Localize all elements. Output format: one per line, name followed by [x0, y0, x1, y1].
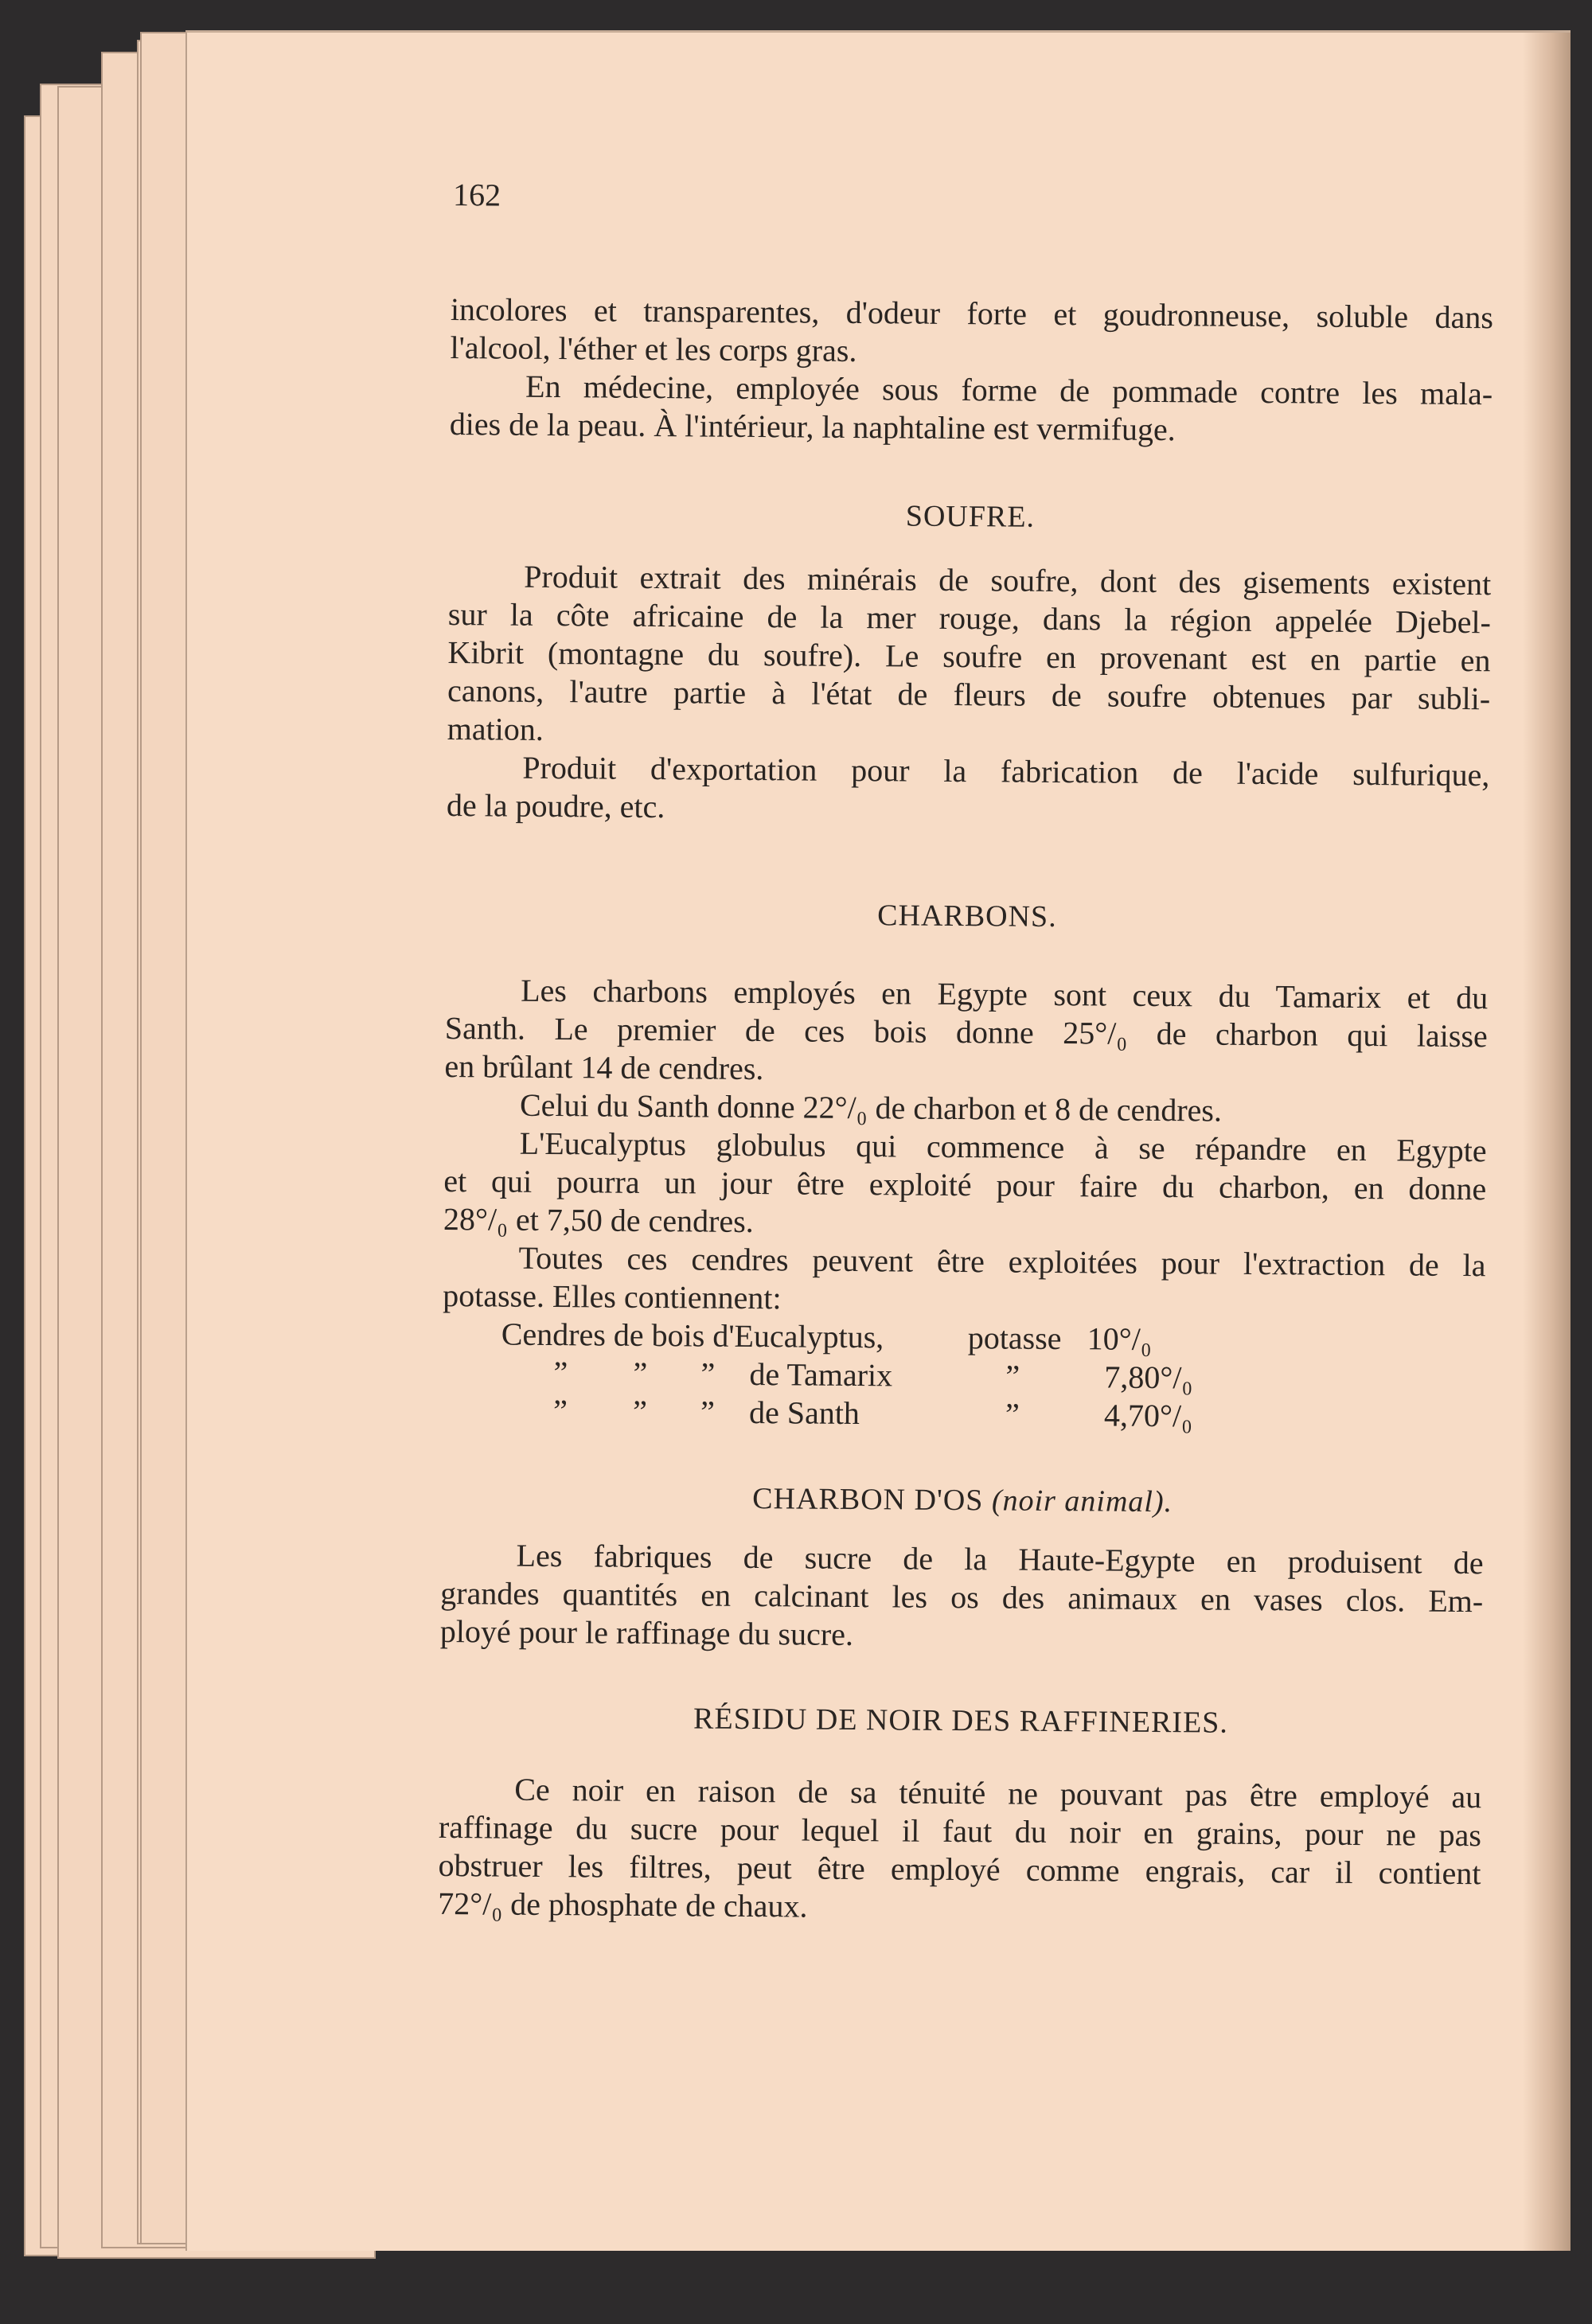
text-line: ployé pour le raffinage du sucre.: [439, 1612, 854, 1653]
table-label: de Tamarix: [749, 1355, 893, 1394]
text-line: incolores et transparentes, d'odeur forte et goudronneuse, soluble dans: [450, 290, 1494, 336]
ditto-mark: ”: [632, 1393, 647, 1429]
heading-italic: (noir animal).: [991, 1484, 1173, 1519]
heading-soufre: SOUFRE.: [905, 499, 1036, 534]
text-line: Les charbons employés en Egypte sont ceux du Tamarix et du: [521, 972, 1489, 1016]
text-line: Produit extrait des minérais de soufre, dont des gisements existent: [524, 558, 1492, 602]
text-line: l'alcool, l'éther et les corps gras.: [450, 329, 857, 368]
ditto-mark: ”: [553, 1355, 568, 1391]
text-line: 28°/₀ et 7,50 de cendres.: [443, 1200, 754, 1240]
text-line: Celui du Santh donne 22°/₀ de charbon et 8 de cendres.: [519, 1086, 1223, 1129]
ditto-mark: ”: [700, 1394, 715, 1430]
intro-section: [450, 290, 1493, 451]
soufre-section: [447, 557, 1492, 833]
text-line: de la poudre, etc.: [446, 786, 665, 825]
table-value: 4,70°/₀: [1103, 1397, 1193, 1434]
table-unit: ”: [1005, 1396, 1020, 1433]
table-unit: potasse: [967, 1320, 1062, 1357]
ditto-mark: ”: [633, 1355, 648, 1391]
text-line: Ce noir en raison de sa ténuité ne pouvant pas être employé au: [514, 1771, 1482, 1815]
text-line: Kibrit (montagne du soufre). Le soufre en provenant est en partie en: [447, 634, 1491, 679]
text-line: Les fabriques de sucre de la Haute-Egypte en produisent de: [516, 1537, 1484, 1581]
ditto-mark: ”: [552, 1393, 568, 1429]
table-label: de Santh: [748, 1394, 860, 1432]
text-line: en brûlant 14 de cendres.: [444, 1047, 764, 1087]
page-number: 162: [452, 177, 501, 213]
table-value: 10°/₀: [1087, 1320, 1153, 1357]
text-line: dies de la peau. À l'intérieur, la naphtaline est vermifuge.: [449, 405, 1176, 448]
text-line: sur la côte africaine de la mer rouge, dans la région appelée Djebel-: [447, 595, 1492, 641]
text-line: Produit d'exportation pour la fabrication de l'acide sulfurique,: [522, 749, 1490, 794]
ditto-mark: ”: [700, 1355, 716, 1392]
text-line: L'Eucalyptus globulus qui commence à se répandre en Egypte: [519, 1125, 1487, 1169]
text-line: obstruer les filtres, peut être employé comme engrais, car il contient: [438, 1846, 1481, 1892]
heading-charbon-os: [441, 1479, 1484, 1522]
residu-section: [438, 1770, 1481, 1931]
text-line: Toutes ces cendres peuvent être exploitées pour l'extraction de la: [518, 1239, 1486, 1284]
table-unit: ”: [1005, 1358, 1020, 1394]
text-line: raffinage du sucre pour lequel il faut du noir en grains, pour ne pas: [438, 1808, 1482, 1854]
potash-table: [442, 1315, 1485, 1437]
heading-charbons: CHARBONS.: [877, 899, 1057, 934]
heading-residu: RÉSIDU DE NOIR DES RAFFINERIES.: [693, 1702, 1229, 1740]
charbons-section: [443, 971, 1488, 1323]
text-line: mation.: [447, 710, 544, 747]
text-line: grandes quantités en calcinant les os des animaux en vases clos. Em-: [440, 1574, 1484, 1620]
table-label: Cendres de bois d'Eucalyptus,: [501, 1316, 884, 1355]
text-line: et qui pourra un jour être exploité pour faire du charbon, en donne: [443, 1162, 1487, 1207]
text-line: canons, l'autre partie à l'état de fleurs de soufre obtenues par subli-: [447, 672, 1491, 717]
text-line: potasse. Elles contiennent:: [443, 1277, 782, 1316]
table-row: [442, 1391, 1485, 1437]
table-value: 7,80°/₀: [1104, 1359, 1193, 1396]
heading-text: CHARBON D'OS: [752, 1482, 984, 1518]
charbon-os-section: [440, 1536, 1484, 1659]
text-line: Santh. Le premier de ces bois donne 25°/₀ de charbon qui laisse: [444, 1009, 1488, 1055]
text-line: 72°/₀ de phosphate de chaux.: [438, 1885, 808, 1924]
text-line: En médecine, employée sous forme de pommade contre les mala-: [525, 368, 1493, 412]
